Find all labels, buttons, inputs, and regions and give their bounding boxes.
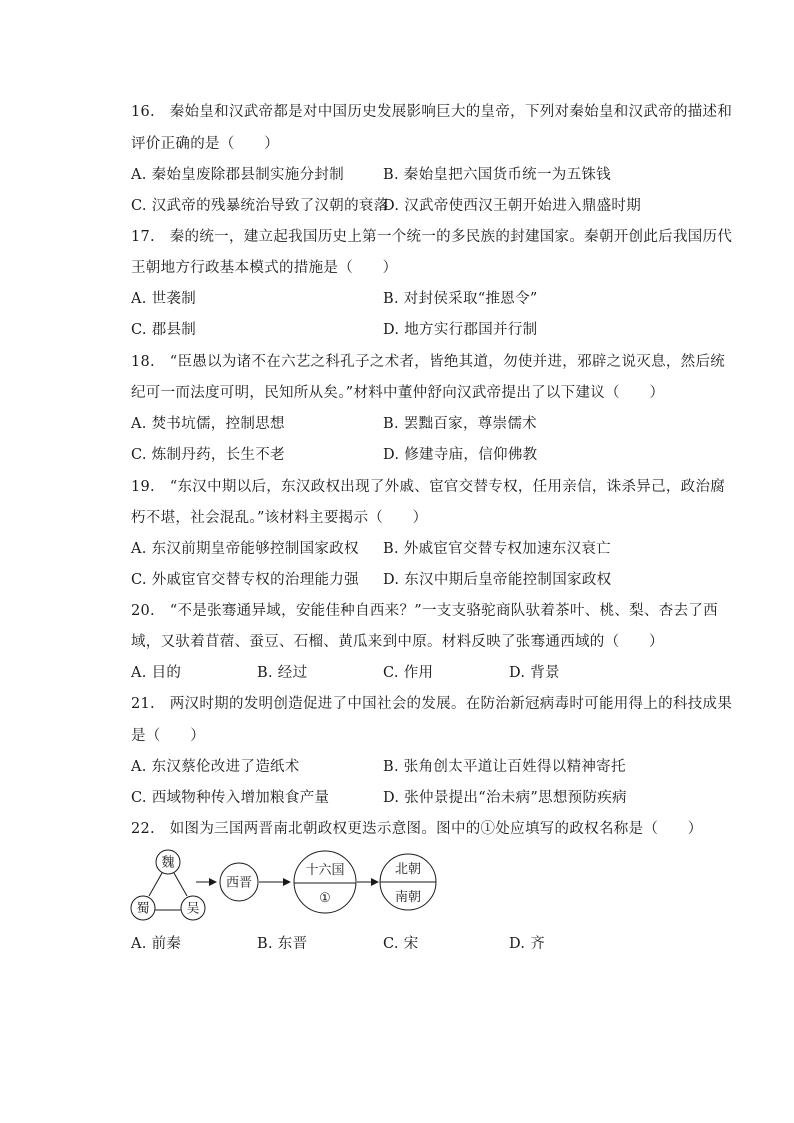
question-16-option-a[interactable]: A. 秦始皇废除郡县制实施分封制: [131, 167, 344, 183]
question-20-option-a[interactable]: A. 目的: [131, 665, 182, 681]
question-18-line-1: 18. “臣愚以为诸不在六艺之科孔子之术者，皆绝其道，勿使并进，邪辟之说灭息，然后统: [131, 354, 726, 370]
question-16-line-1: 16. 秦始皇和汉武帝都是对中国历史发展影响巨大的皇帝，下列对秦始皇和汉武帝的描述和: [131, 104, 733, 120]
wu-label: 吴: [186, 901, 200, 917]
question-22-option-b[interactable]: B. 东晋: [257, 936, 308, 952]
regime-succession-diagram: [128, 848, 448, 928]
question-19-option-a[interactable]: A. 东汉前期皇帝能够控制国家政权: [131, 541, 359, 557]
question-19-line-2: 朽不堪，社会混乱。”该材料主要揭示（ ）: [131, 510, 428, 526]
question-17-line-2: 王朝地方行政基本模式的措施是（ ）: [131, 260, 398, 276]
question-21-line-2: 是（ ）: [131, 728, 205, 744]
question-21-option-a[interactable]: A. 东汉蔡伦改进了造纸术: [131, 759, 300, 775]
question-22-option-c[interactable]: C. 宋: [383, 936, 419, 952]
question-17-option-a[interactable]: A. 世袭制: [131, 291, 196, 307]
question-18-option-d[interactable]: D. 修建寺庙，信仰佛教: [383, 447, 538, 463]
question-18-option-a[interactable]: A. 焚书坑儒，控制思想: [131, 416, 285, 432]
north-label: 北朝: [394, 862, 422, 877]
question-22-line-1: 22. 如图为三国两晋南北朝政权更迭示意图。图中的①处应填写的政权名称是（ ）: [131, 821, 703, 837]
question-17-option-b[interactable]: B. 对封侯采取“推恩令”: [383, 291, 538, 307]
question-19-option-c[interactable]: C. 外戚宦官交替专权的治理能力强: [131, 572, 359, 588]
question-22-option-a[interactable]: A. 前秦: [131, 936, 182, 952]
question-20-line-2: 域，又驮着苜蓿、蚕豆、石榴、黄瓜来到中原。材料反映了张骞通西域的（ ）: [131, 634, 664, 650]
question-16-option-d[interactable]: D. 汉武帝使西汉王朝开始进入鼎盛时期: [383, 198, 642, 214]
xijin-label: 西晋: [225, 875, 253, 891]
question-20-line-1: 20. “不是张骞通异域，安能佳种自西来？”一支支骆驼商队驮着茶叶、桃、梨、杏去了西: [131, 603, 718, 619]
wei-shu-link: [149, 873, 162, 896]
blank-label: ①: [319, 891, 331, 906]
south-label: 南朝: [394, 890, 422, 905]
sixteen-label: 十六国: [305, 863, 345, 878]
shu-label: 蜀: [136, 901, 150, 917]
wei-wu-link: [174, 873, 187, 896]
question-17-option-c[interactable]: C. 郡县制: [131, 322, 197, 338]
question-16-option-b[interactable]: B. 秦始皇把六国货币统一为五铢钱: [383, 167, 611, 183]
question-19-line-1: 19. “东汉中期以后，东汉政权出现了外戚、宦官交替专权，任用亲信，诛杀异己，政治腐: [131, 479, 726, 495]
question-20-option-c[interactable]: C. 作用: [383, 665, 434, 681]
question-17-option-d[interactable]: D. 地方实行郡国并行制: [383, 322, 538, 338]
question-18-option-c[interactable]: C. 炼制丹药，长生不老: [131, 447, 285, 463]
question-19-option-d[interactable]: D. 东汉中期后皇帝能控制国家政权: [383, 572, 612, 588]
question-18-line-2: 纪可一而法度可明，民知所从矣。”材料中董仲舒向汉武帝提出了以下建议（ ）: [131, 385, 665, 401]
wei-label: 魏: [161, 855, 175, 871]
question-21-option-c[interactable]: C. 西域物种传入增加粮食产量: [131, 790, 330, 806]
question-21-option-d[interactable]: D. 张仲景提出“治未病”思想预防疾病: [383, 790, 627, 806]
question-17-line-1: 17. 秦的统一，建立起我国历史上第一个统一的多民族的封建国家。秦朝开创此后我国历代: [131, 229, 733, 245]
question-19-option-b[interactable]: B. 外戚宦官交替专权加速东汉衰亡: [383, 541, 611, 557]
question-22-option-d[interactable]: D. 齐: [509, 936, 546, 952]
question-16-line-2: 评价正确的是（ ）: [131, 136, 279, 152]
question-20-option-d[interactable]: D. 背景: [509, 665, 560, 681]
question-21-option-b[interactable]: B. 张角创太平道让百姓得以精神寄托: [383, 759, 626, 775]
question-18-option-b[interactable]: B. 罢黜百家，尊崇儒术: [383, 416, 537, 432]
question-21-line-1: 21. 两汉时期的发明创造促进了中国社会的发展。在防治新冠病毒时可能用得上的科技成果: [131, 696, 733, 712]
question-16-option-c[interactable]: C. 汉武帝的残暴统治导致了汉朝的衰落: [131, 198, 389, 214]
question-20-option-b[interactable]: B. 经过: [257, 665, 308, 681]
